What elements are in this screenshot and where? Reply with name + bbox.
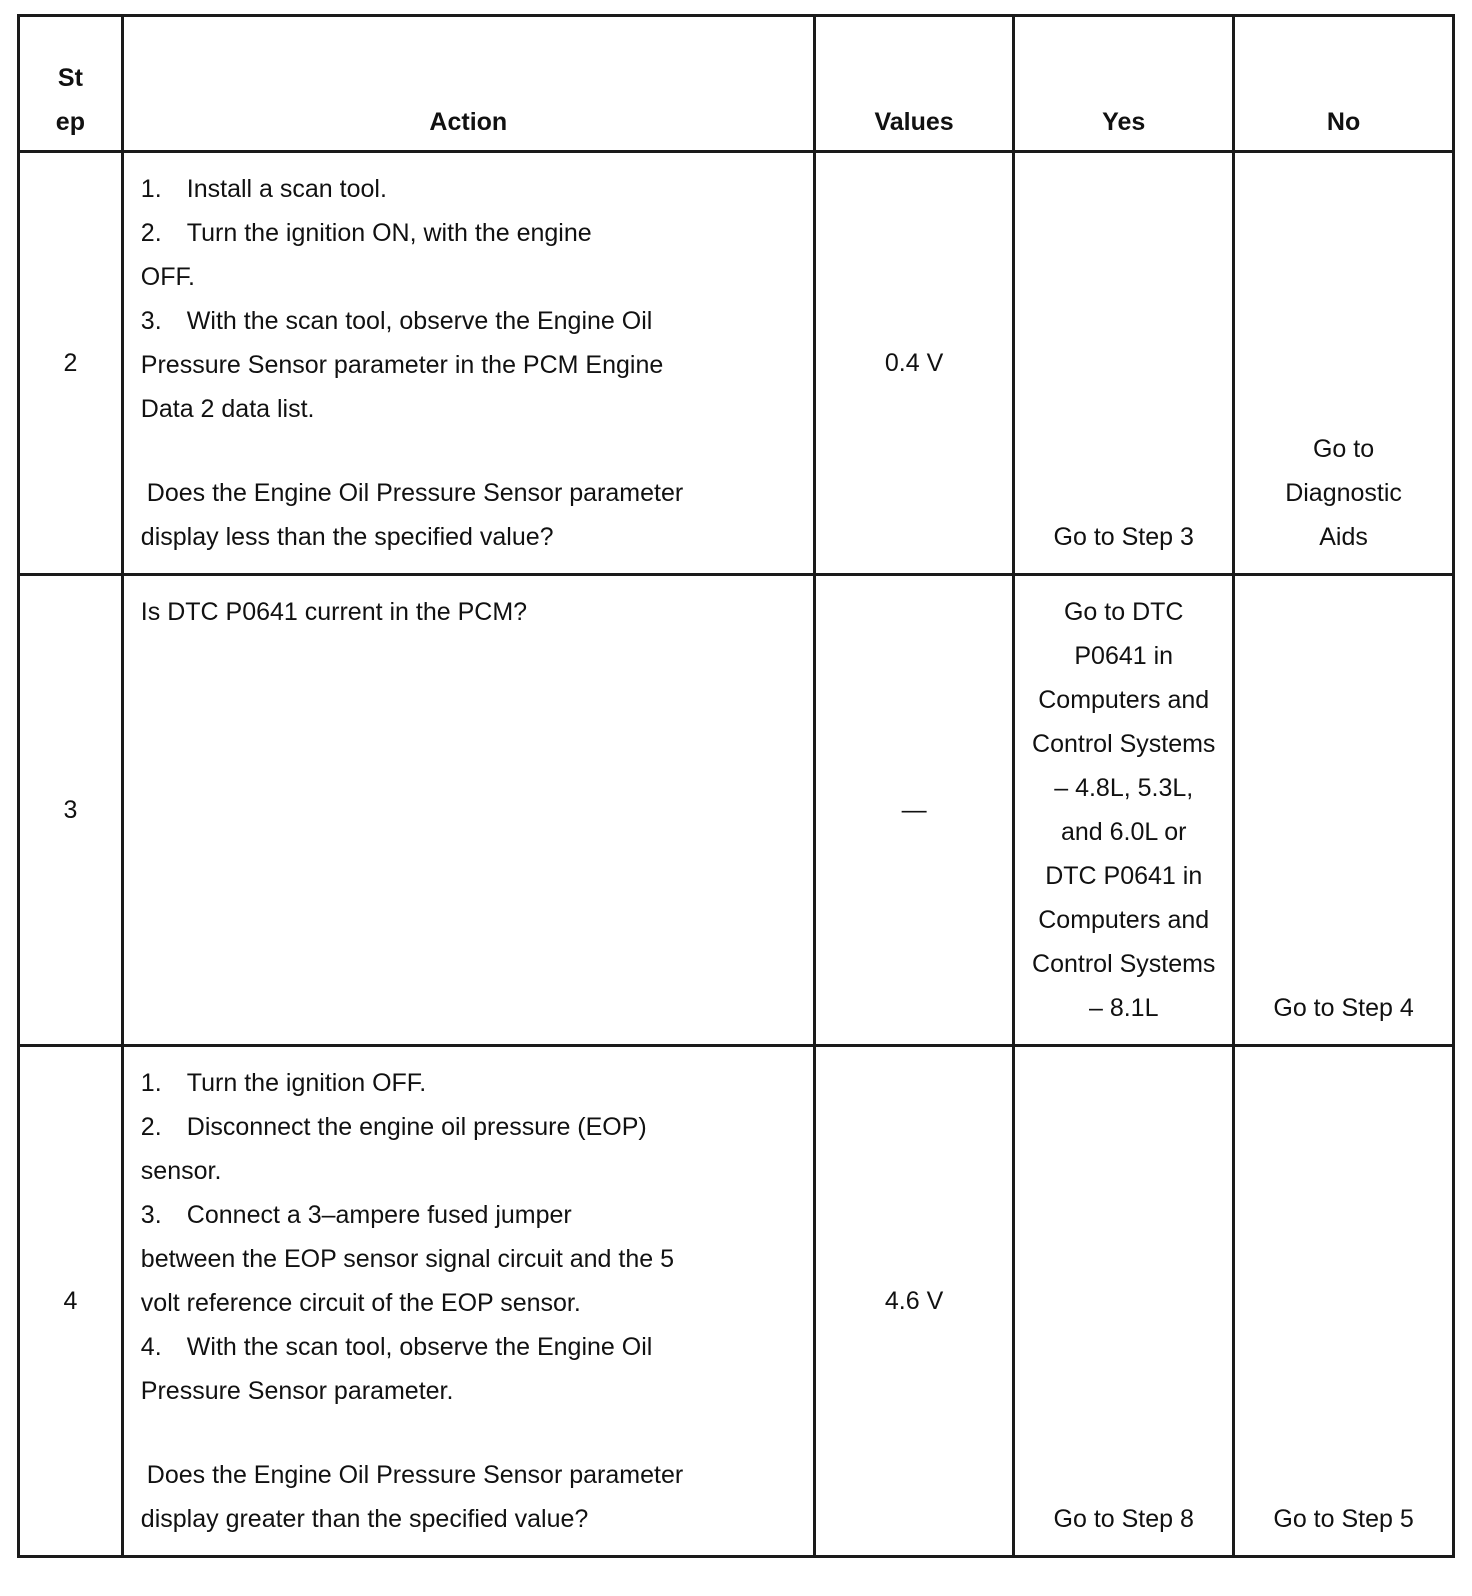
no-cell: Go to Diagnostic Aids: [1234, 152, 1454, 575]
action-question: display greater than the specified value?: [140, 1505, 589, 1533]
action-line: OFF.: [140, 263, 195, 291]
table-row-step-2: [19, 152, 1454, 575]
no-cell: Go to Step 4: [1234, 575, 1454, 1046]
action-question: Does the Engine Oil Pressure Sensor parameter: [146, 1461, 684, 1489]
header-step-line1: St: [57, 64, 83, 92]
action-line: Pressure Sensor parameter.: [140, 1377, 454, 1405]
action-line: 2. Turn the ignition ON, with the engine: [140, 219, 592, 247]
table-row-step-3: [19, 575, 1454, 1046]
header-row: [19, 16, 1454, 152]
action-line: Data 2 data list.: [140, 395, 315, 423]
action-cell: [122, 1046, 814, 1557]
no-cell: Go to Step 5: [1234, 1046, 1454, 1557]
header-values: Values: [814, 16, 1013, 152]
table-row-step-4: [19, 1046, 1454, 1557]
header-step: [19, 16, 123, 152]
step-number: 4: [19, 1046, 123, 1557]
value-cell: 0.4 V: [814, 152, 1013, 575]
action-line: Is DTC P0641 current in the PCM?: [140, 598, 528, 626]
value-cell: 4.6 V: [814, 1046, 1013, 1557]
action-line: 3. Connect a 3–ampere fused jumper: [140, 1201, 572, 1229]
action-line: 2. Disconnect the engine oil pressure (EOP): [140, 1113, 647, 1141]
action-question: Does the Engine Oil Pressure Sensor parameter: [146, 479, 684, 507]
step-number: 2: [19, 152, 123, 575]
header-no: No: [1234, 16, 1454, 152]
header-yes: Yes: [1014, 16, 1234, 152]
action-line: 1. Turn the ignition OFF.: [140, 1069, 427, 1097]
action-line: 4. With the scan tool, observe the Engine Oil: [140, 1333, 653, 1361]
action-question: display less than the specified value?: [140, 523, 554, 551]
action-cell: [122, 575, 814, 1046]
step-number: 3: [19, 575, 123, 1046]
action-line: sensor.: [140, 1157, 222, 1185]
action-line: Pressure Sensor parameter in the PCM Engine: [140, 351, 664, 379]
action-line: 1. Install a scan tool.: [140, 175, 387, 203]
yes-cell: Go to DTC P0641 in Computers and Control Systems – 4.8L, 5.3L, and 6.0L or DTC P0641 in Computers and Control Systems – 8.1L: [1014, 575, 1234, 1046]
action-line: 3. With the scan tool, observe the Engine Oil: [140, 307, 653, 335]
yes-cell: Go to Step 3: [1014, 152, 1234, 575]
header-step-line2: ep: [55, 108, 85, 136]
yes-cell: Go to Step 8: [1014, 1046, 1234, 1557]
value-cell: —: [814, 575, 1013, 1046]
action-line: volt reference circuit of the EOP sensor.: [140, 1289, 581, 1317]
header-action: Action: [122, 16, 814, 152]
action-line: between the EOP sensor signal circuit and the 5: [140, 1245, 674, 1273]
action-cell: [122, 152, 814, 575]
diagnostic-table: [17, 14, 1455, 1558]
